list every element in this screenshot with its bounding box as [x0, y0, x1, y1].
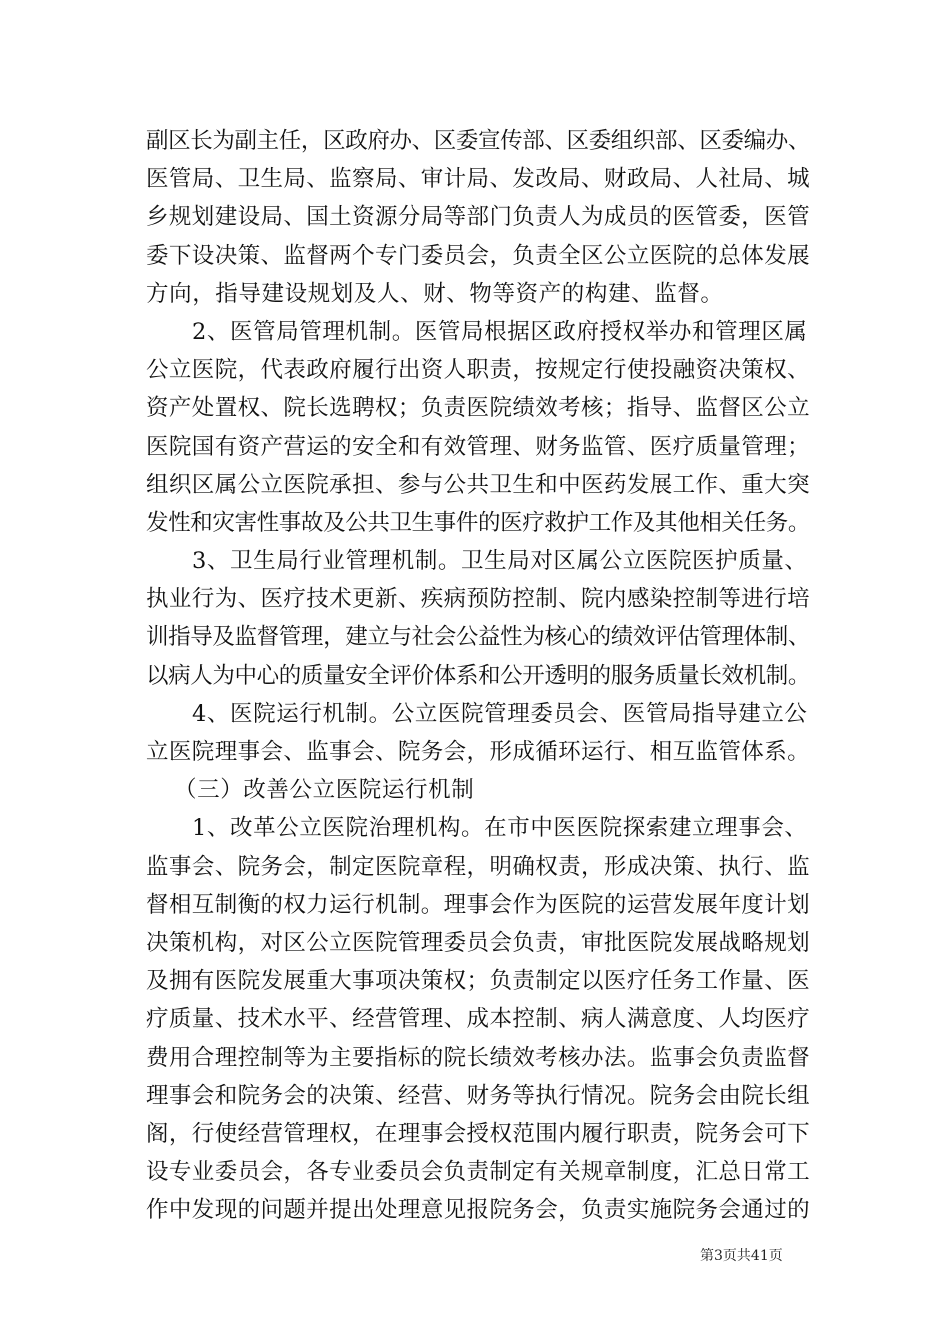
text-line: 决策机构，对区公立医院管理委员会负责，审批医院发展战略规划	[146, 929, 810, 956]
text-line: 医院国有资产营运的安全和有效管理、财务监管、医疗质量管理；	[146, 433, 810, 460]
text-line: 2、医管局管理机制。医管局根据区政府授权举办和管理区属	[192, 318, 808, 345]
text-line: 副区长为副主任，区政府办、区委宣传部、区委组织部、区委编办、	[146, 128, 810, 154]
text-line: 疗质量、技术水平、经营管理、成本控制、病人满意度、人均医疗	[146, 1006, 810, 1033]
text-line: 方向，指导建设规划及人、财、物等资产的构建、监督。	[146, 280, 724, 307]
section-heading: （三）改善公立医院运行机制	[174, 777, 475, 804]
page-number-footer: 第3页共41页	[700, 1248, 783, 1264]
text-line: 发性和灾害性事故及公共卫生事件的医疗救护工作及其他相关任务。	[146, 509, 810, 536]
text-line: 以病人为中心的质量安全评价体系和公开透明的服务质量长效机制。	[146, 662, 810, 689]
text-line: 阁，行使经营管理权，在理事会授权范围内履行职责，院务会可下	[146, 1120, 810, 1147]
text-line: 执业行为、医疗技术更新、疾病预防控制、院内感染控制等进行培	[146, 586, 810, 613]
text-line: 训指导及监督管理，建立与社会公益性为核心的绩效评估管理体制、	[146, 624, 810, 651]
text-line: 立医院理事会、监事会、院务会，形成循环运行、相互监管体系。	[146, 739, 810, 765]
text-line: 乡规划建设局、国土资源分局等部门负责人为成员的医管委，医管	[146, 204, 810, 231]
text-line: 医管局、卫生局、监察局、审计局、发改局、财政局、人社局、城	[146, 166, 810, 193]
text-line: 委下设决策、监督两个专门委员会，负责全区公立医院的总体发展	[146, 242, 810, 269]
text-line: 理事会和院务会的决策、经营、财务等执行情况。院务会由院长组	[146, 1082, 810, 1109]
text-line: 督相互制衡的权力运行机制。理事会作为医院的运营发展年度计划	[146, 891, 810, 918]
text-line: 4、医院运行机制。公立医院管理委员会、医管局指导建立公	[192, 700, 808, 727]
text-line: 公立医院，代表政府履行出资人职责，按规定行使投融资决策权、	[146, 357, 810, 384]
text-line: 资产处置权、院长选聘权；负责医院绩效考核；指导、监督区公立	[146, 395, 810, 422]
document-body	[146, 122, 810, 1229]
text-line: 1、改革公立医院治理机构。在市中医医院探索建立理事会、	[192, 815, 808, 842]
text-line: 组织区属公立医院承担、参与公共卫生和中医药发展工作、重大突	[146, 471, 810, 498]
text-line: 作中发现的问题并提出处理意见报院务会，负责实施院务会通过的	[146, 1197, 810, 1224]
text-line: 及拥有医院发展重大事项决策权；负责制定以医疗任务工作量、医	[146, 968, 810, 995]
text-line: 3、卫生局行业管理机制。卫生局对区属公立医院医护质量、	[192, 548, 808, 575]
text-line: 费用合理控制等为主要指标的院长绩效考核办法。监事会负责监督	[146, 1044, 810, 1071]
text-line: 设专业委员会，各专业委员会负责制定有关规章制度，汇总日常工	[146, 1159, 810, 1186]
text-line: 监事会、院务会，制定医院章程，明确权责，形成决策、执行、监	[146, 853, 810, 880]
